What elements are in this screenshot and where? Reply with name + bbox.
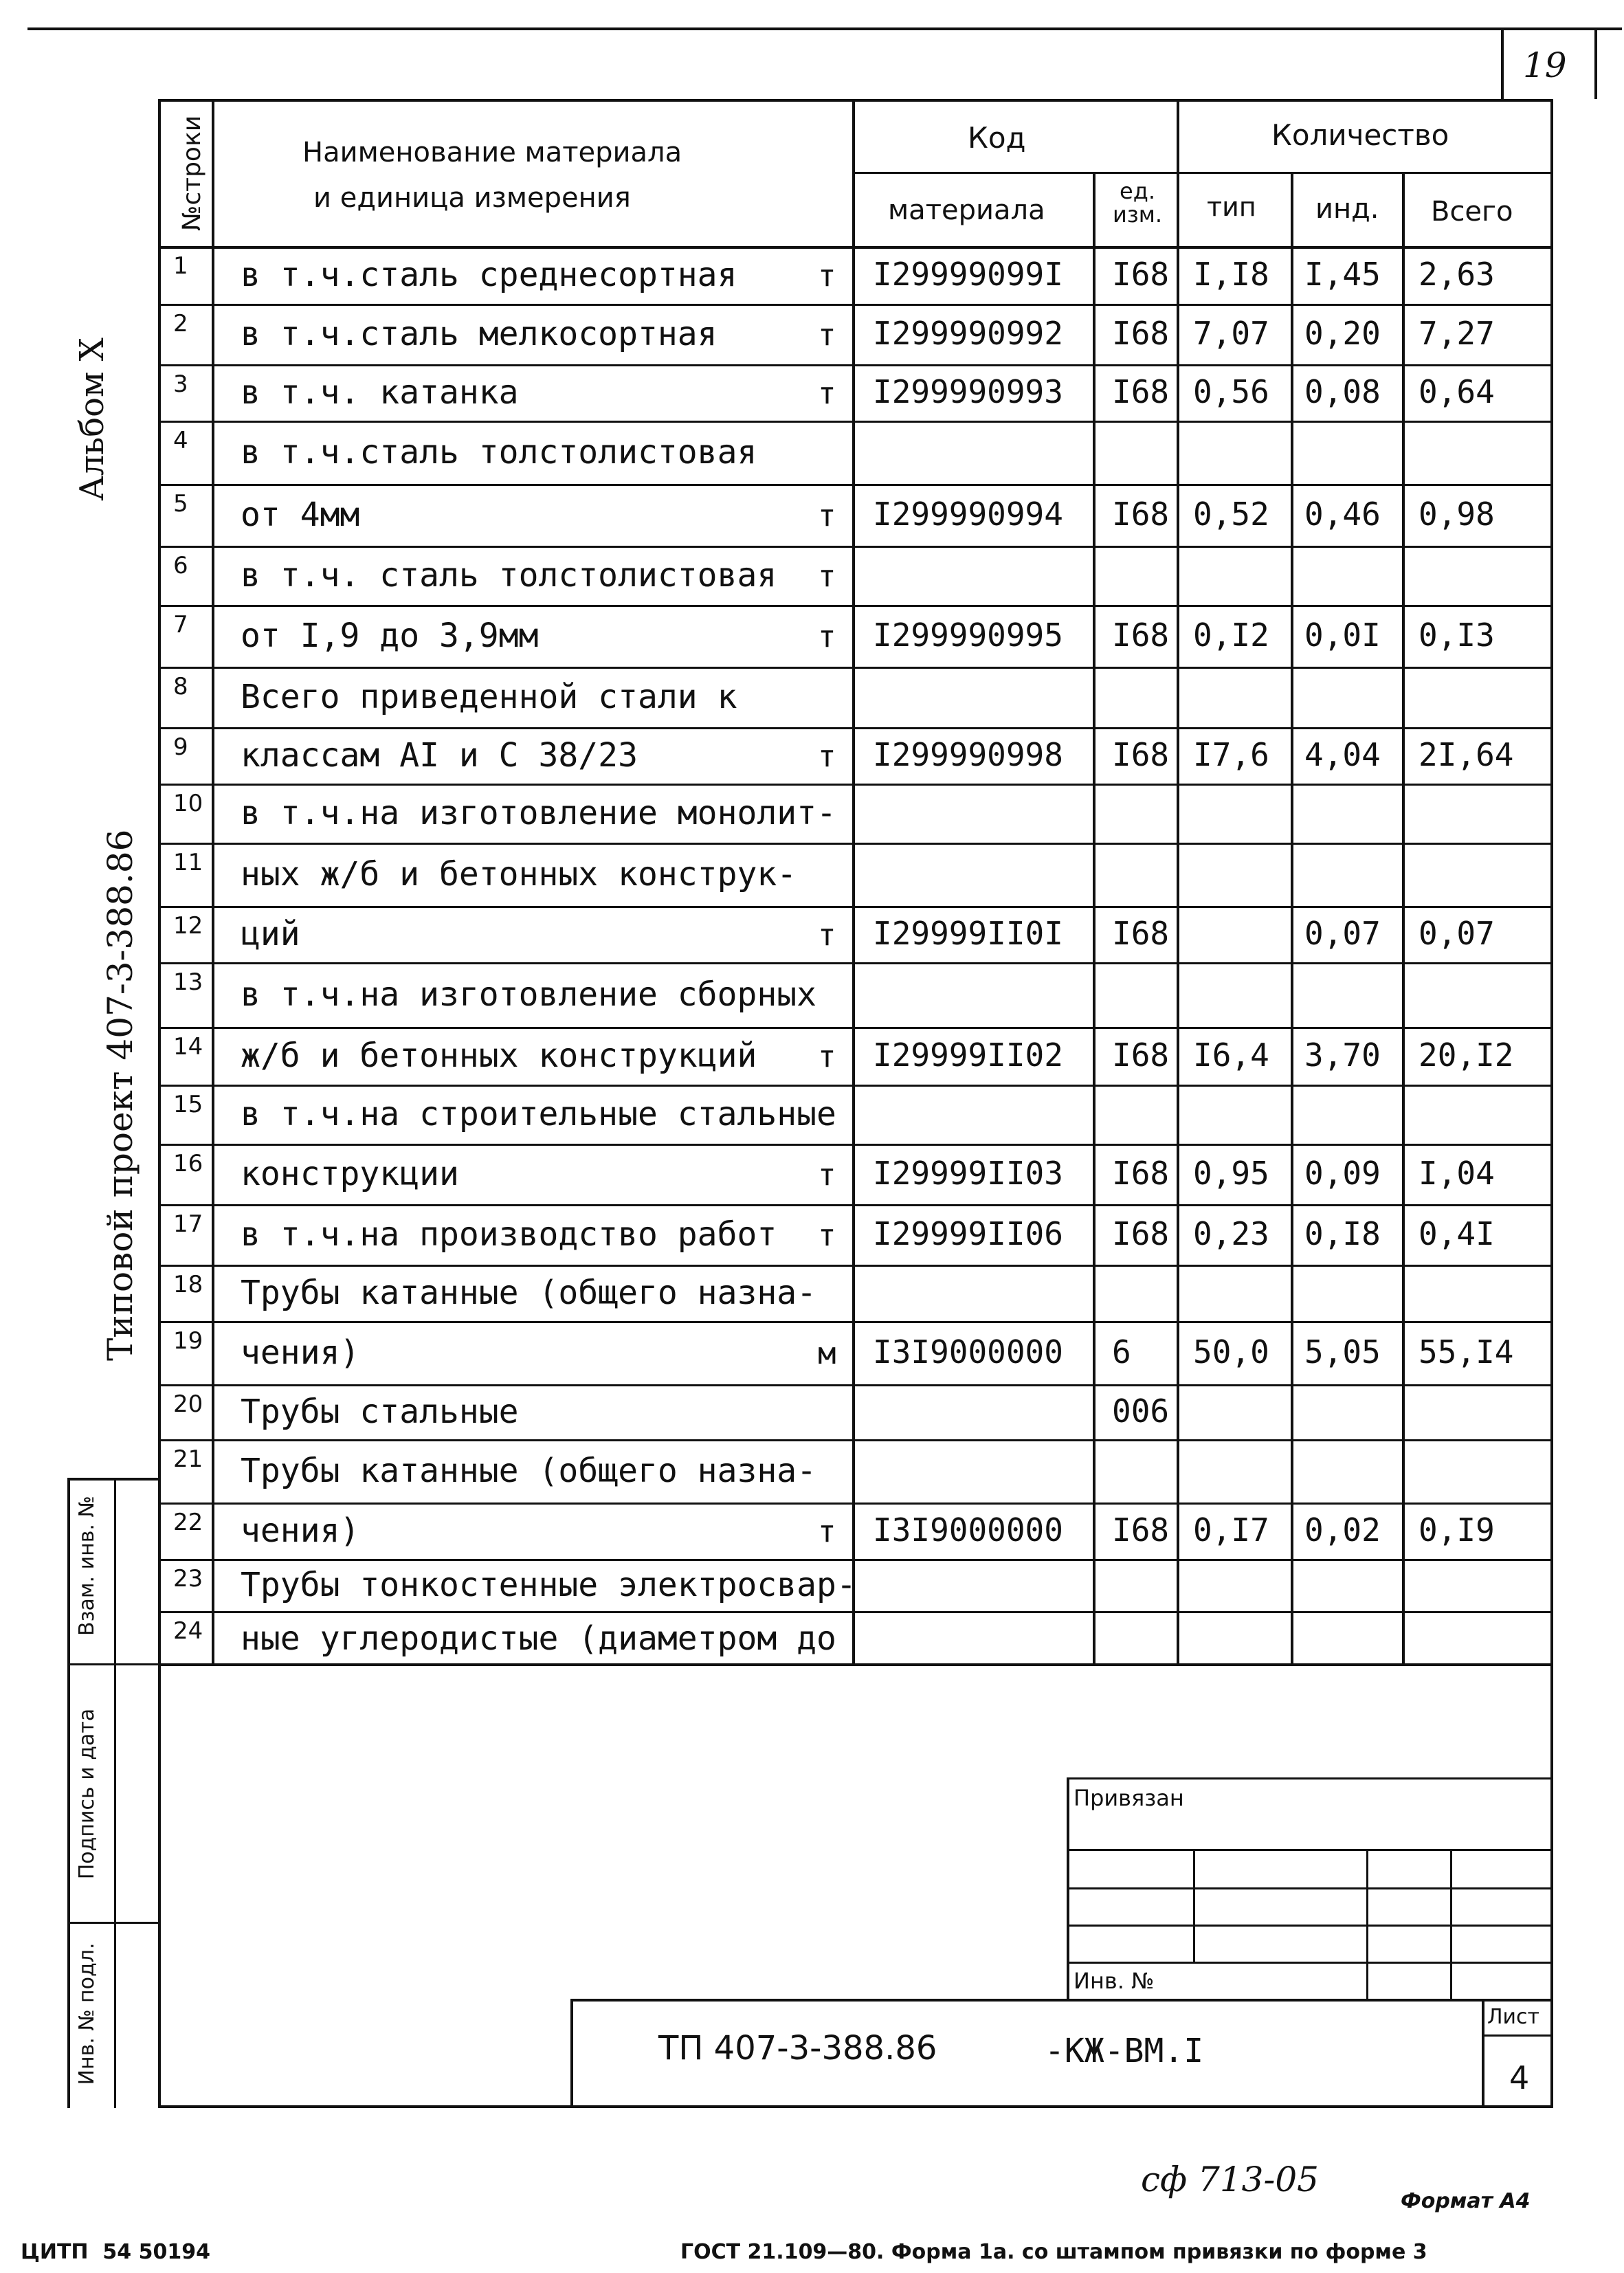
row-separator-line (158, 605, 1553, 607)
table-top-line (158, 99, 1553, 102)
qty-ind: 0,I8 (1304, 1215, 1381, 1252)
qty-ind: 0,09 (1304, 1155, 1381, 1192)
row-number: 12 (173, 912, 203, 940)
material-unit: т (818, 619, 836, 654)
col-line-code (1093, 172, 1095, 1666)
col-line-typ (1291, 172, 1293, 1666)
material-code: I299990994 (873, 496, 1063, 533)
row-separator-line (158, 667, 1553, 669)
stamp-attach-r2 (1067, 1887, 1553, 1889)
material-code: I299990998 (873, 736, 1063, 773)
material-code: I29999II06 (873, 1215, 1063, 1252)
stamp-attach-r3 (1067, 1925, 1553, 1927)
header-row-no: №строки (178, 115, 206, 232)
qty-total: 55,I4 (1419, 1333, 1514, 1371)
stamp-attach-r1 (1067, 1849, 1553, 1851)
col-line-ind (1402, 172, 1405, 1666)
qty-type: I6,4 (1193, 1036, 1269, 1074)
qty-ind: 0,0I (1304, 617, 1381, 654)
row-number: 16 (173, 1150, 203, 1177)
stamp-attach-c1 (1193, 1849, 1195, 1962)
row-separator-line (158, 484, 1553, 486)
side-label-vzam: Взам. инв. № (75, 1496, 99, 1636)
material-unit: т (818, 498, 836, 533)
row-number: 15 (173, 1091, 203, 1118)
table-rows-bottom-line (158, 1663, 1553, 1666)
table-right-line (1550, 99, 1553, 2108)
material-code: I29999II03 (873, 1155, 1063, 1192)
row-separator-line (158, 1321, 1553, 1323)
material-code: I29999099I (873, 256, 1063, 293)
qty-total: 0,I9 (1419, 1511, 1495, 1549)
header-name-line1: Наименование материала (302, 137, 682, 168)
qty-ind: 0,20 (1304, 315, 1381, 352)
qty-type: 0,52 (1193, 496, 1269, 533)
header-split-line (852, 172, 1550, 174)
material-name: ций (241, 915, 300, 953)
qty-type: 0,95 (1193, 1155, 1269, 1192)
material-name: Всего приведенной стали к (241, 678, 737, 716)
material-name: Трубы катанные (общего назна- (241, 1452, 817, 1490)
material-name: Трубы тонкостенные электросвар- (241, 1566, 856, 1604)
qty-type: 7,07 (1193, 315, 1269, 352)
stamp-attach-c2 (1366, 1849, 1368, 2000)
row-number: 6 (173, 552, 188, 579)
material-unit: т (818, 1157, 836, 1193)
qty-ind: 5,05 (1304, 1333, 1381, 1371)
header-name-line2: и единица измерения (313, 182, 631, 214)
material-code: I29999II02 (873, 1036, 1063, 1074)
material-name: от I,9 до 3,9мм (241, 617, 539, 655)
header-qty-total: Всего (1431, 196, 1513, 228)
qty-total: 2,63 (1419, 256, 1495, 293)
material-unit: м (818, 1336, 836, 1371)
qty-total: 0,64 (1419, 373, 1495, 410)
material-name: в т.ч. сталь толстолистовая (241, 556, 777, 595)
col-line-rowno (212, 99, 214, 1666)
qty-total: 2I,64 (1419, 736, 1514, 773)
stamp-attach-c3 (1450, 1849, 1452, 2000)
side-strip-sep1 (67, 1663, 159, 1665)
handwritten-note: сф 713-05 (1141, 2160, 1319, 2199)
side-label-podl: Инв. № подл. (75, 1942, 99, 2085)
header-code: Код (968, 121, 1026, 155)
row-separator-line (158, 304, 1553, 306)
row-separator-line (158, 1144, 1553, 1146)
row-separator-line (158, 1439, 1553, 1441)
qty-type: I,I8 (1193, 256, 1269, 293)
unit-code: I68 (1112, 1215, 1170, 1252)
row-separator-line (158, 421, 1553, 423)
unit-code: I68 (1112, 1036, 1170, 1074)
material-code: I299990993 (873, 373, 1063, 410)
material-name: ных ж/б и бетонных конструк- (241, 855, 797, 894)
header-bottom-line (158, 246, 1553, 249)
unit-code: I68 (1112, 736, 1170, 773)
stamp-designation: ТП 407-3-388.86 (658, 2029, 937, 2067)
stamp-main-top (570, 1999, 1553, 2002)
album-label: Альбом X (73, 337, 111, 501)
material-code: I3I9000000 (873, 1511, 1063, 1549)
unit-code: 6 (1112, 1333, 1131, 1371)
row-number: 11 (173, 849, 203, 876)
qty-ind: 3,70 (1304, 1036, 1381, 1074)
qty-type: 0,56 (1193, 373, 1269, 410)
unit-code: I68 (1112, 1511, 1170, 1549)
qty-type: 0,23 (1193, 1215, 1269, 1252)
material-name: в т.ч.сталь среднесортная (241, 256, 737, 294)
material-name: в т.ч.сталь мелкосортная (241, 315, 718, 353)
unit-code: I68 (1112, 617, 1170, 654)
row-number: 2 (173, 310, 188, 337)
qty-total: I,04 (1419, 1155, 1495, 1192)
material-name: чения) (241, 1511, 360, 1550)
header-code-unit: ед. изм. (1112, 178, 1163, 228)
row-number: 3 (173, 370, 188, 398)
qty-total: 0,4I (1419, 1215, 1495, 1252)
row-separator-line (158, 784, 1553, 786)
row-number: 4 (173, 427, 188, 454)
material-name: конструкции (241, 1155, 459, 1193)
row-separator-line (158, 727, 1553, 729)
page-number: 19 (1523, 45, 1567, 85)
qty-ind: I,45 (1304, 256, 1381, 293)
row-separator-line (158, 1204, 1553, 1206)
material-unit: т (818, 918, 836, 953)
unit-code: I68 (1112, 915, 1170, 952)
qty-total: 0,98 (1419, 496, 1495, 533)
unit-code: I68 (1112, 315, 1170, 352)
top-border-line (27, 27, 1622, 30)
row-separator-line (158, 1503, 1553, 1505)
material-unit: т (818, 1218, 836, 1253)
material-name: Трубы стальные (241, 1393, 519, 1431)
unit-code: I68 (1112, 496, 1170, 533)
qty-ind: 0,07 (1304, 915, 1381, 952)
material-name: в т.ч.на производство работ (241, 1215, 777, 1254)
material-name: в т.ч.на строительные стальные (241, 1095, 836, 1133)
material-unit: т (818, 376, 836, 411)
row-separator-line (158, 1027, 1553, 1029)
material-name: чения) (241, 1333, 360, 1372)
row-number: 21 (173, 1445, 203, 1473)
row-number: 18 (173, 1271, 203, 1298)
unit-code: I68 (1112, 1155, 1170, 1192)
qty-ind: 4,04 (1304, 736, 1381, 773)
row-number: 17 (173, 1210, 203, 1238)
row-number: 24 (173, 1617, 203, 1645)
row-number: 7 (173, 611, 188, 639)
footer-left: ЦИТП 54 50194 (21, 2240, 210, 2264)
side-strip-left (67, 1478, 70, 2108)
row-separator-line (158, 962, 1553, 964)
stamp-sheet-left (1482, 1999, 1484, 2108)
page-number-box-right (1594, 27, 1597, 99)
footer-right: ГОСТ 21.109—80. Форма 1а. со штампом привязки по форме 3 (680, 2240, 1427, 2264)
unit-code: 006 (1112, 1393, 1170, 1430)
qty-ind: 0,08 (1304, 373, 1381, 410)
row-number: 14 (173, 1033, 203, 1061)
material-unit: т (818, 258, 836, 293)
stamp-attach-top (1067, 1777, 1553, 1779)
row-number: 20 (173, 1390, 203, 1418)
material-name: в т.ч.на изготовление монолит- (241, 794, 836, 832)
header-code-material: материала (888, 195, 1045, 226)
qty-type: 0,I7 (1193, 1511, 1269, 1549)
row-separator-line (158, 843, 1553, 845)
qty-type: I7,6 (1193, 736, 1269, 773)
row-number: 19 (173, 1327, 203, 1355)
row-separator-line (158, 906, 1553, 908)
row-separator-line (158, 1611, 1553, 1613)
material-code: I299990992 (873, 315, 1063, 352)
material-name: ные углеродистые (диаметром до (241, 1619, 836, 1658)
material-code: I3I9000000 (873, 1333, 1063, 1371)
unit-code: I68 (1112, 256, 1170, 293)
project-label: Типовой проект 407-3-388.86 (100, 829, 140, 1361)
stamp-main-left (570, 1999, 573, 2108)
header-qty-ind: инд. (1315, 193, 1379, 225)
material-name: классам АI и С 38/23 (241, 736, 638, 775)
format-label: Формат А4 (1401, 2189, 1531, 2213)
material-unit: т (818, 739, 836, 774)
page-number-box-left (1501, 27, 1504, 99)
stamp-attach-r4 (1067, 1962, 1553, 1964)
material-name: в т.ч.сталь толстолистовая (241, 433, 757, 472)
stamp-sheet-label: Лист (1487, 2005, 1540, 2029)
row-number: 5 (173, 490, 188, 518)
side-strip-sep2 (67, 1922, 159, 1924)
side-strip-mid (114, 1478, 116, 2108)
row-number: 13 (173, 968, 203, 996)
unit-code: I68 (1112, 373, 1170, 410)
row-number: 1 (173, 252, 188, 280)
stamp-doc-code: -КЖ-ВМ.I (1045, 2032, 1204, 2070)
header-qty-typ: тип (1207, 192, 1256, 222)
material-name: в т.ч.на изготовление сборных (241, 975, 817, 1014)
row-separator-line (158, 1085, 1553, 1087)
side-strip-top (67, 1478, 159, 1481)
row-number: 22 (173, 1509, 203, 1536)
row-number: 23 (173, 1565, 203, 1593)
stamp-sheet-number: 4 (1509, 2059, 1530, 2096)
row-number: 9 (173, 733, 188, 761)
side-label-sign: Подпись и дата (75, 1708, 99, 1880)
qty-total: 7,27 (1419, 315, 1495, 352)
row-number: 8 (173, 673, 188, 700)
row-separator-line (158, 1265, 1553, 1267)
qty-total: 0,07 (1419, 915, 1495, 952)
material-name: Трубы катанные (общего назна- (241, 1274, 817, 1312)
material-unit: т (818, 318, 836, 353)
material-code: I299990995 (873, 617, 1063, 654)
row-separator-line (158, 1384, 1553, 1386)
qty-type: 50,0 (1193, 1333, 1269, 1371)
stamp-inv-no: Инв. № (1074, 1968, 1155, 1994)
row-number: 10 (173, 790, 203, 817)
stamp-sheet-sep (1482, 2034, 1553, 2037)
col-line-name (852, 99, 855, 1666)
col-line-eu (1177, 99, 1179, 1666)
material-name: в т.ч. катанка (241, 373, 519, 412)
stamp-attached: Привязан (1074, 1785, 1184, 1811)
row-separator-line (158, 1559, 1553, 1561)
table-left-line (158, 99, 161, 2108)
material-unit: т (818, 1039, 836, 1074)
qty-ind: 0,02 (1304, 1511, 1381, 1549)
row-separator-line (158, 546, 1553, 548)
material-name: ж/б и бетонных конструкций (241, 1036, 757, 1075)
qty-type: 0,I2 (1193, 617, 1269, 654)
table-bottom-line (158, 2105, 1553, 2108)
material-name: от 4мм (241, 496, 360, 534)
material-unit: т (818, 559, 836, 594)
row-separator-line (158, 364, 1553, 366)
material-unit: т (818, 1514, 836, 1549)
header-quantity: Количество (1271, 118, 1449, 152)
material-code: I29999II0I (873, 915, 1063, 952)
qty-total: 0,I3 (1419, 617, 1495, 654)
qty-total: 20,I2 (1419, 1036, 1514, 1074)
qty-ind: 0,46 (1304, 496, 1381, 533)
